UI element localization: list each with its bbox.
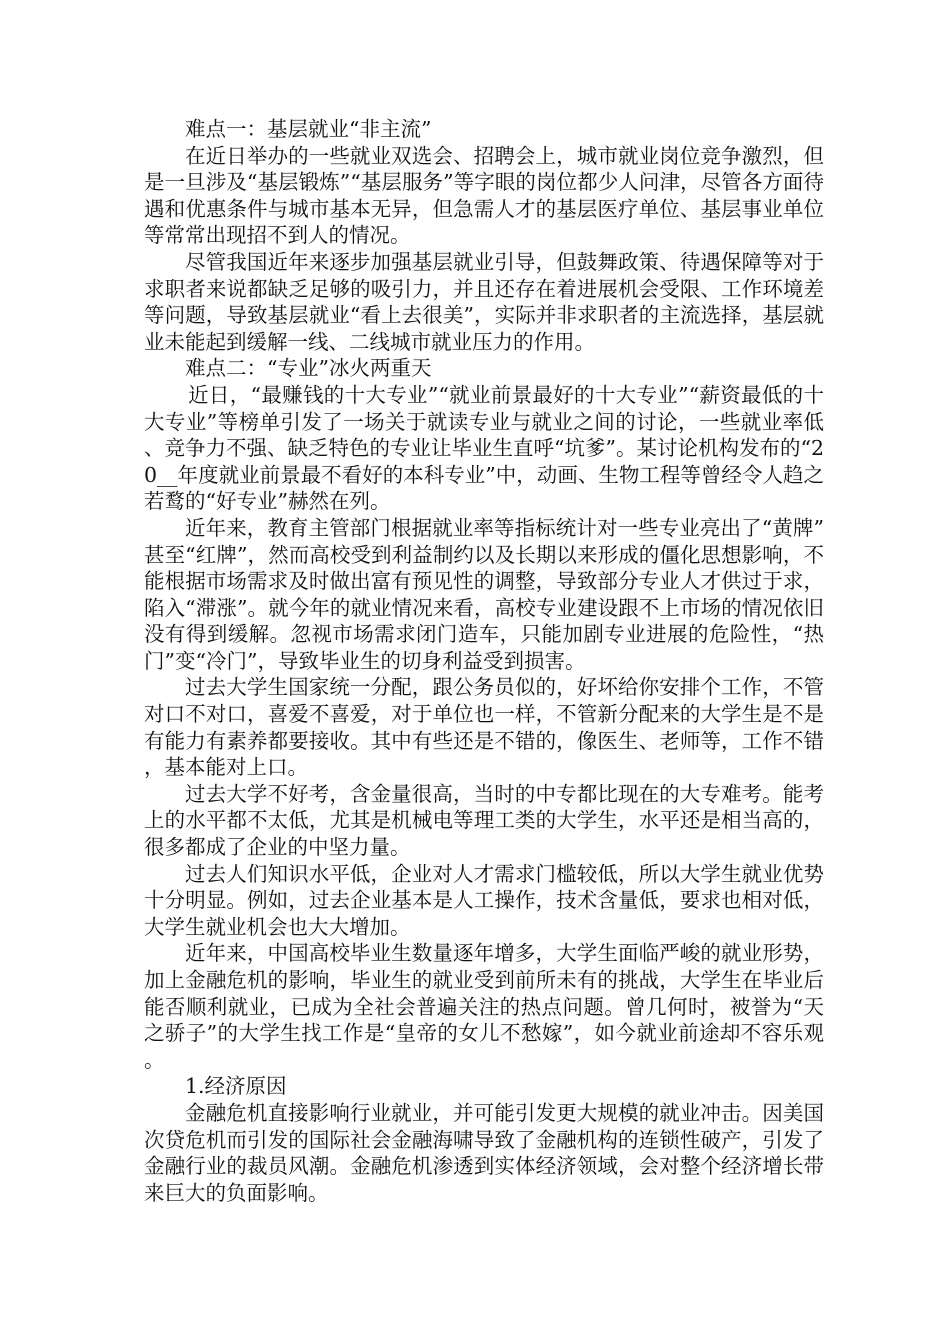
paragraph-exam-difficulty: 过去大学不好考，含金量很高，当时的中专都比现在的大专难考。能考上的水平都不太低，尤其是机械电等理工类的大学生，水平还是相当高的，很多都成了企业的中坚力量。: [144, 781, 824, 860]
paragraph-knowledge-level: 过去人们知识水平低，企业对人才需求门槛较低，所以大学生就业优势十分明显。例如，过去企业基本是人工操作，技术含量低，要求也相对低，大学生就业机会也大大增加。: [144, 861, 824, 939]
section-heading-economic-reasons: 1.经济原因: [185, 1074, 287, 1099]
paragraph-graduate-growth: 近年来，中国高校毕业生数量逐年增多，大学生面临严峻的就业形势，加上金融危机的影响，毕业生的就业受到前所未有的挑战，大学生在毕业后能否顺利就业，已成为全社会普遍关注的热点问题。曾几何时，被誉为“天之骄子”的大学生找工作是“皇帝的女儿不愁嫁”，如今就业前途却不容乐观。: [144, 941, 824, 1072]
paragraph-state-allocation: 过去大学生国家统一分配，跟公务员似的，好坏给你安排个工作，不管对口不对口，喜爱不喜爱，对于单位也一样，不管新分配来的大学生是不是有能力有素养都要接收。其中有些还是不错的，像医生、老师等，工作不错，基本能对上口。: [144, 675, 824, 780]
paragraph-grassroots-guidance: 尽管我国近年来逐步加强基层就业引导，但鼓舞政策、待遇保障等对于求职者来说都缺乏足够的吸引力，并且还存在着进展机会受限、工作环境差等问题，导致基层就业“看上去很美”，实际并非求职者的主流选择，基层就业未能起到缓解一线、二线城市就业压力的作用。: [144, 249, 824, 354]
paragraph-major-rankings: 近日，“最赚钱的十大专业”“就业前景最好的十大专业”“薪资最低的十大专业”等榜单引发了一场关于就读专业与就业之间的讨论，一些就业率低、竞争力不强、缺乏特色的专业让毕业生直呼“坑爹”。某讨论机构发布的“20__年度就业前景最不看好的本科专业”中，动画、生物工程等曾经令人趋之若鹜的“好专业”赫然在列。: [144, 382, 824, 514]
paragraph-financial-crisis: 金融危机直接影响行业就业，并可能引发更大规模的就业冲击。因美国次贷危机而引发的国际社会金融海啸导致了金融机构的连锁性破产，引发了金融行业的裁员风潮。金融危机渗透到实体经济领域，会对整个经济增长带来巨大的负面影响。: [144, 1100, 824, 1205]
document-page: [144, 116, 824, 1206]
section-heading-difficulty-one: 难点一：基层就业“非主流”: [185, 117, 432, 141]
section-heading-difficulty-two: 难点二：“专业”冰火两重天: [185, 356, 432, 381]
paragraph-yellow-red-cards: 近年来，教育主管部门根据就业率等指标统计对一些专业亮出了“黄牌”甚至“红牌”，然而高校受到利益制约以及长期以来形成的僵化思想影响，不能根据市场需求及时做出富有预见性的调整，导致部分专业人才供过于求，陷入“滞涨”。就今年的就业情况来看，高校专业建设跟不上市场的情况依旧没有得到缓解。忽视市场需求闭门造车，只能加剧专业进展的危险性，“热门”变“冷门”，导致毕业生的切身利益受到损害。: [144, 515, 824, 673]
paragraph-job-fairs: 在近日举办的一些就业双选会、招聘会上，城市就业岗位竞争激烈，但是一旦涉及“基层锻炼”“基层服务”等字眼的岗位都少人问津，尽管各方面待遇和优惠条件与城市基本无异，但急需人才的基层医疗单位、基层事业单位等常常出现招不到人的情况。: [144, 143, 824, 248]
